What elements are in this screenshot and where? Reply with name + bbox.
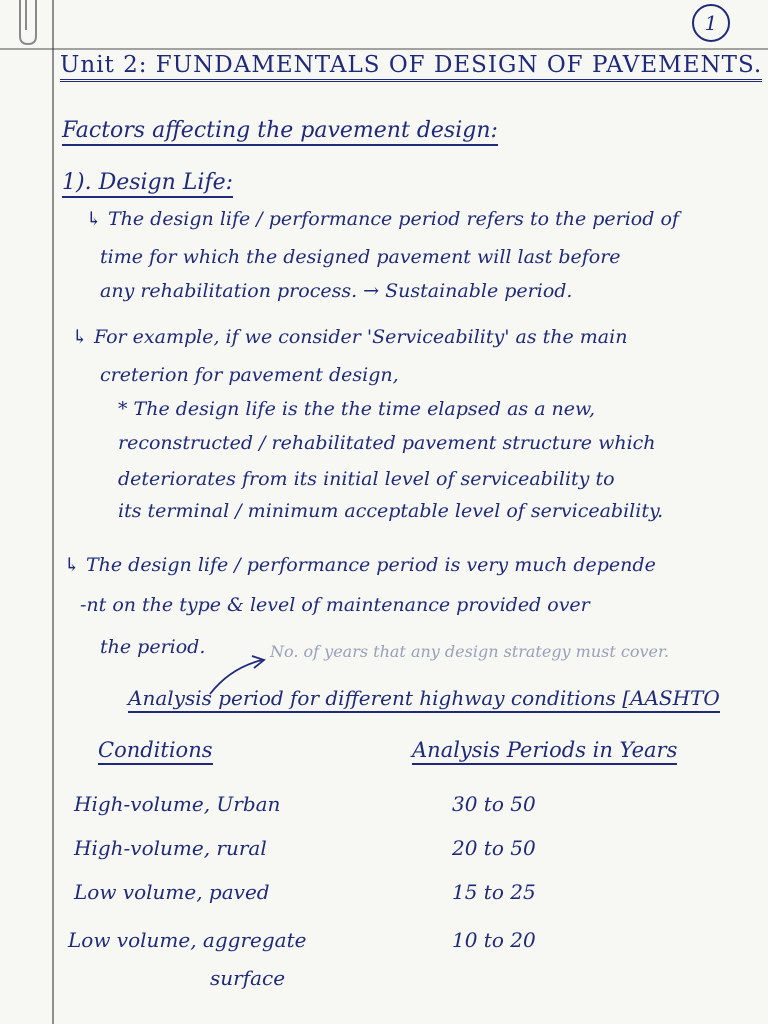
para4-line2: -nt on the type & level of maintenance provided over [80,594,590,616]
top-rule [0,48,768,50]
table-row-period: 15 to 25 [452,880,536,904]
analysis-period-heading: Analysis period for different highway conditions [AASHTO [128,686,720,713]
para1-line1: ↳ The design life / performance period refers to the period of [86,208,679,230]
table-row-period: 30 to 50 [452,792,536,816]
table-row-condition: High-volume, Urban [74,792,281,816]
para2-line1: ↳ For example, if we consider 'Serviceability' as the main [72,326,628,348]
table-row-period: 20 to 50 [452,836,536,860]
table-row-condition: High-volume, rural [74,836,267,860]
unit-title: Unit 2: FUNDAMENTALS OF DESIGN OF PAVEMENTS. [60,52,762,82]
table-row-condition: Low volume, paved [74,880,270,904]
para3-line3: deteriorates from its initial level of serviceability to [118,468,615,490]
table-row-period: 10 to 20 [452,928,536,952]
para2-line2: creterion for pavement design, [100,364,399,386]
table-row-condition: Low volume, aggregate [68,928,307,952]
section-heading: Factors affecting the pavement design: [62,118,498,146]
page-number: 1 [692,4,730,42]
paper-clip-icon [14,0,44,48]
table-row-condition-continuation: surface [210,966,286,990]
para3-line1: * The design life is the the time elapsed as a new, [118,398,596,420]
subheading-design-life: 1). Design Life: [62,170,233,198]
margin-line [52,0,54,1024]
para1-line2: time for which the designed pavement will last before [100,246,621,268]
table-header-conditions: Conditions [98,738,213,765]
para4-line3: the period. [100,636,206,658]
table-header-analysis-periods: Analysis Periods in Years [412,738,677,765]
para1-line3: any rehabilitation process. → Sustainable period. [100,280,573,302]
para3-line2: reconstructed / rehabilitated pavement structure which [118,432,656,454]
para4-line1: ↳ The design life / performance period is very much depende [64,554,656,576]
para3-line4: its terminal / minimum acceptable level of serviceability. [118,500,664,522]
faint-note: No. of years that any design strategy must cover. [270,642,669,661]
